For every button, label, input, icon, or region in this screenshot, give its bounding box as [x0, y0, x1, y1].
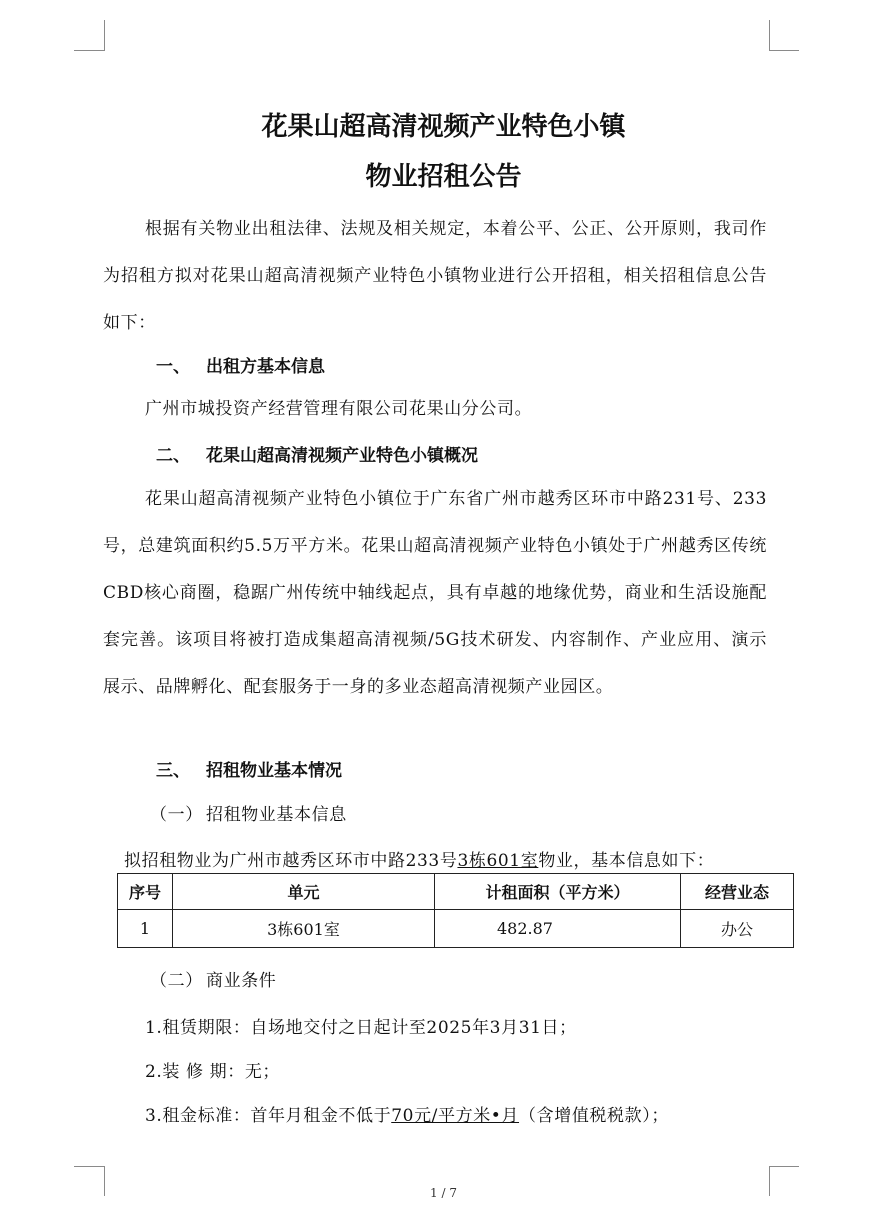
section3-heading: [156, 756, 342, 781]
table-row: [118, 910, 794, 948]
subsection2-title: 商业条件: [206, 971, 277, 991]
section2-body: 花果山超高清视频产业特色小镇位于广东省广州市越秀区环市中路231号、233号，总建筑面积约5.5万平方米。花果山超高清视频产业特色小镇处于广州越秀区传统CBD核心商圈，稳踞广州传统中轴线起点，具有卓越的地缘优势，商业和生活设施配套完善。该项目将被打造成集超高清视频/5G技术研发、内容制作、产业应用、演示展示、品牌孵化、配套服务于一身的多业态超高清视频产业园区。: [103, 489, 768, 697]
document-subtitle: 物业招租公告: [365, 162, 522, 192]
condition-renovation-period: 2.装 修 期：无；: [145, 1062, 281, 1082]
rent-standard-suffix: （含增值税税款）；: [519, 1106, 669, 1126]
section2-title: 花果山超高清视频产业特色小镇概况: [206, 446, 478, 466]
subsection1-number: （一）: [150, 805, 203, 825]
crop-mark-top-left-v: [104, 20, 105, 50]
condition-rent-standard: [145, 1101, 669, 1126]
table-cell: 办公: [681, 910, 794, 948]
table-header: 单元: [173, 874, 435, 910]
table-header-row: [118, 874, 794, 910]
crop-mark-top-left-h: [74, 50, 105, 51]
section1-number: 一、: [156, 357, 190, 377]
property-description-prefix: 拟招租物业为广州市越秀区环市中路233号: [124, 851, 458, 871]
table-cell: 1: [118, 910, 173, 948]
subsection2-heading: [150, 966, 276, 991]
subsection2-number: （二）: [150, 971, 203, 991]
crop-mark-top-right-v: [769, 20, 770, 50]
crop-mark-bottom-right-h: [769, 1166, 799, 1167]
table-cell: 482.87: [435, 910, 681, 948]
subsection1-heading: [150, 800, 347, 825]
property-description-suffix: 物业，基本信息如下：: [538, 851, 715, 871]
section2-heading: [156, 441, 478, 466]
table-header: 经营业态: [681, 874, 794, 910]
intro-paragraph: 根据有关物业出租法律、法规及相关规定，本着公平、公正、公开原则，我司作为招租方拟对花果山超高清视频产业特色小镇物业进行公开招租，相关招租信息公告如下：: [103, 219, 767, 333]
table-cell: 3栋601室: [173, 910, 435, 948]
crop-mark-top-right-h: [769, 50, 799, 51]
table-header: 序号: [118, 874, 173, 910]
property-description: [124, 846, 714, 871]
section3-number: 三、: [156, 761, 190, 781]
section1-heading: [156, 352, 325, 377]
section1-body: 广州市城投资产经营管理有限公司花果山分公司。: [145, 399, 533, 419]
property-table: [117, 873, 794, 948]
property-unit: 3栋601室: [457, 851, 539, 871]
section1-title: 出租方基本信息: [206, 357, 325, 377]
table-header: 计租面积（平方米）: [435, 874, 681, 910]
rent-standard-prefix: 3.租金标准：首年月租金不低于: [145, 1106, 392, 1126]
section2-number: 二、: [156, 446, 190, 466]
subsection1-title: 招租物业基本信息: [206, 805, 347, 825]
section3-title: 招租物业基本情况: [206, 761, 342, 781]
document-title: 花果山超高清视频产业特色小镇: [261, 112, 626, 142]
page-number: 1 / 7: [430, 1186, 457, 1200]
crop-mark-bottom-left-h: [74, 1166, 105, 1167]
condition-lease-term: 1.租赁期限：自场地交付之日起计至2025年3月31日；: [145, 1018, 577, 1038]
rent-price: 70元/平方米•月: [391, 1106, 520, 1126]
